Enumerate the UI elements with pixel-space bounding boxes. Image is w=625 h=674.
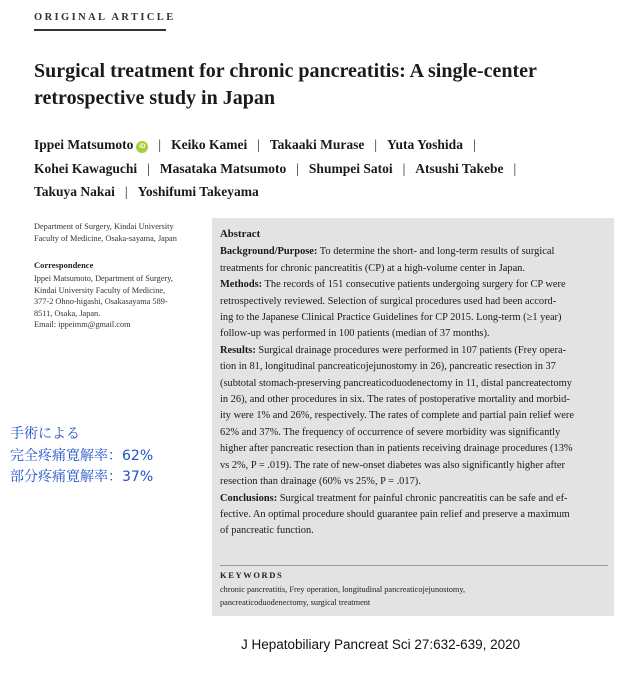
abstract-text: of pancreatic function.: [220, 525, 314, 537]
author-list: [34, 133, 604, 204]
abstract-line: [220, 376, 606, 392]
author-separator: |: [513, 160, 517, 176]
title-line: Surgical treatment for chronic pancreatitis: A single-center: [34, 60, 537, 82]
author-separator: |: [124, 184, 128, 199]
abstract-line: [220, 261, 606, 277]
author-name[interactable]: Yoshifumi Takeyama: [137, 184, 259, 199]
abstract-text: ing to the Japanese Clinical Practice Guidelines for CP 2015. Long-term (≥1 year): [220, 312, 562, 324]
abstract-line: [220, 326, 606, 342]
author-line: [34, 157, 604, 181]
abstract-line: [220, 277, 606, 293]
author-separator: |: [147, 160, 150, 176]
abstract-text: vs 2%, P = .019). The rate of new-onset diabetes was also significantly higher after: [220, 459, 565, 471]
keywords-line: pancreaticoduodenectomy, surgical treatment: [220, 598, 371, 607]
abstract-text: 62% and 37%. The frequency of occurrence of severe morbidity was significantly: [220, 426, 561, 438]
abstract-line: [220, 244, 606, 260]
abstract-line: [220, 523, 606, 539]
abstract-body: [220, 226, 606, 540]
abstract-section-label: Conclusions:: [220, 492, 278, 504]
abstract-text: To determine the short- and long-term results of surgical: [317, 246, 555, 258]
abstract-text: higher after pancreatic resection than in patients receiving drainage procedures (13%: [220, 443, 573, 455]
correspondence-heading: Correspondence: [34, 260, 94, 270]
keywords-list: [220, 583, 608, 609]
author-separator: |: [296, 160, 299, 176]
abstract-text: tion in 81, longitudinal pancreaticojejunostomy in 26), pancreatic resection in 37: [220, 361, 556, 373]
author-line: [34, 133, 604, 157]
keywords-heading: KEYWORDS: [220, 570, 284, 580]
abstract-text: (subtotal stomach-preserving pancreaticoduodenectomy in 11, distal pancreatectomy: [220, 377, 572, 389]
article-type-label: ORIGINAL ARTICLE: [34, 12, 176, 23]
author-separator: |: [472, 137, 476, 152]
author-name[interactable]: Kohei Kawaguchi: [34, 160, 138, 176]
journal-citation: J Hepatobiliary Pancreat Sci 27:632-639, 2020: [241, 637, 521, 652]
abstract-line: [220, 507, 606, 523]
correspondence-line: Kindai University Faculty of Medicine,: [34, 285, 166, 295]
abstract-line: [220, 408, 606, 424]
correspondence-line: Ippei Matsumoto, Department of Surgery,: [34, 274, 173, 283]
japanese-annotation: [10, 424, 153, 489]
abstract-text: treatments for chronic pancreatitis (CP) at a high-volume center in Japan.: [220, 262, 525, 274]
keywords-line: chronic pancreatitis, Frey operation, longitudinal pancreaticojejunostomy,: [220, 585, 466, 594]
annotation-line: 部分疼痛寛解率：37%: [10, 469, 154, 485]
keywords-divider: [220, 565, 608, 566]
abstract-text: follow-up was performed in 100 patients (median of 37 months).: [220, 328, 490, 340]
author-name[interactable]: Keiko Kamei: [171, 137, 248, 152]
abstract-line: [220, 310, 606, 326]
abstract-section-label: Methods:: [220, 279, 263, 291]
correspondence-line: 8511, Osaka, Japan.: [34, 308, 101, 318]
abstract-line: [220, 392, 606, 408]
abstract-section-label: Background/Purpose:: [220, 246, 318, 258]
abstract-line: [220, 294, 606, 310]
abstract-text: Surgical treatment for painful chronic pancreatitis can be safe and ef-: [277, 492, 568, 504]
abstract-box: [212, 218, 614, 616]
abstract-text: ity were 1% and 26%, respectively. The rates of complete and partial pain relief were: [220, 410, 574, 422]
abstract-text: retrospectively reviewed. Selection of surgical procedures used had been accord-: [220, 295, 557, 307]
abstract-line: [220, 474, 606, 490]
author-separator: |: [257, 137, 260, 152]
abstract-text: Surgical drainage procedures were performed in 107 patients (Frey opera-: [255, 344, 567, 356]
author-name[interactable]: Shumpei Satoi: [308, 160, 393, 176]
abstract-line: [220, 425, 606, 441]
author-name[interactable]: Takuya Nakai: [34, 184, 115, 199]
abstract-section-label: Results:: [220, 344, 256, 356]
correspondence-line: 377-2 Ohno-higashi, Osakasayama 589-: [34, 297, 168, 307]
author-separator: |: [402, 160, 406, 176]
abstract-line: [220, 491, 606, 507]
author-separator: |: [158, 137, 162, 152]
author-name[interactable]: Takaaki Murase: [269, 137, 365, 152]
abstract-line: [220, 343, 606, 359]
author-name[interactable]: Atsushi Takebe: [415, 160, 504, 176]
annotation-line: 手術による: [10, 426, 80, 442]
correspondence-email[interactable]: Email: ippeimm@gmail.com: [34, 320, 131, 330]
abstract-line: [220, 458, 606, 474]
article-title: [34, 58, 594, 112]
abstract-text: in 26), and other procedures in six. The rates of postoperative mortality and morbid-: [220, 394, 570, 406]
author-separator: |: [374, 137, 378, 152]
affiliation: [34, 221, 206, 244]
author-name[interactable]: Masataka Matsumoto: [159, 160, 287, 176]
abstract-text: fective. An optimal procedure should guarantee pain relief and preserve a maximum: [220, 508, 570, 520]
abstract-text: resection than drainage (60% vs 25%, P = .017).: [220, 476, 421, 488]
abstract-line: [220, 441, 606, 457]
title-line: retrospective study in Japan: [34, 87, 275, 109]
abstract-text: The records of 151 consecutive patients undergoing surgery for CP were: [262, 279, 566, 291]
label-underline: [34, 29, 166, 31]
author-line: [34, 180, 604, 204]
abstract-heading: Abstract: [220, 228, 261, 240]
annotation-line: 完全疼痛寛解率：62%: [10, 447, 154, 464]
affiliation-line: Faculty of Medicine, Osaka-sayama, Japan: [34, 233, 177, 243]
abstract-line: [220, 359, 606, 375]
orcid-icon[interactable]: iD: [136, 141, 148, 153]
author-name[interactable]: Ippei Matsumoto: [34, 137, 134, 152]
author-name[interactable]: Yuta Yoshida: [387, 137, 463, 152]
correspondence-block: [34, 273, 212, 331]
affiliation-line: Department of Surgery, Kindai University: [34, 222, 174, 231]
